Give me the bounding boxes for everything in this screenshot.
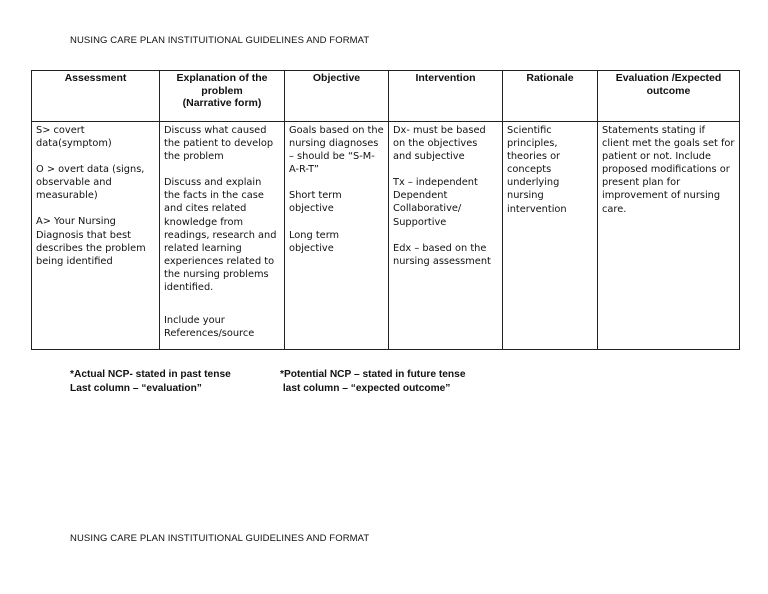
objective-short-term: Short term objective [289,190,342,215]
cell-intervention [389,122,503,350]
header-explanation-label: Explanation of the problem (Narrative form) [176,72,268,109]
care-plan-table [31,70,740,350]
header-explanation [160,71,285,122]
cell-rationale [503,122,598,350]
actual-ncp-line-2: Last column – “evaluation” [70,382,202,394]
cell-explanation [160,122,285,350]
actual-ncp-note [70,368,231,395]
potential-ncp-line-1: *Potential NCP – stated in future tense [280,369,466,380]
potential-ncp-line-2: last column – “expected outcome” [280,382,451,394]
header-intervention: Intervention [389,71,503,122]
explanation-references: Include your References/source [164,315,255,340]
header-evaluation: Evaluation /Expected outcome [598,71,740,122]
actual-ncp-line-1: *Actual NCP- stated in past tense [70,369,231,380]
footer-title: NUSING CARE PLAN INSTITUITIONAL GUIDELINES AND FORMAT [70,533,370,544]
header-rationale: Rationale [503,71,598,122]
intervention-dx: Dx- must be based on the objectives and subjective [393,125,486,163]
cell-objective [285,122,389,350]
potential-ncp-note [280,368,466,395]
header-assessment: Assessment [32,71,160,122]
assessment-diagnosis: A> Your Nursing Diagnosis that best describes the problem being identified [36,216,146,267]
header-objective: Objective [285,71,389,122]
evaluation-text: Statements stating if client met the goals set for patient or not. Include proposed modifications or present plan for improvement of nursing care. [602,125,735,215]
objective-goals: Goals based on the nursing diagnoses – should be “S-M-A-R-T” [289,125,384,176]
cell-assessment [32,122,160,350]
table-row [32,122,740,350]
cell-evaluation [598,122,740,350]
intervention-tx: Tx – independent Dependent Collaborative/ Supportive [393,177,478,228]
table-header-row [32,71,740,122]
page-title: NUSING CARE PLAN INSTITUITIONAL GUIDELINES AND FORMAT [70,35,370,46]
objective-long-term: Long term objective [289,229,340,254]
intervention-edx: Edx – based on the nursing assessment [393,242,491,267]
rationale-text: Scientific principles, theories or concepts underlying nursing intervention [507,125,567,215]
explanation-cause: Discuss what caused the patient to develop the problem [164,125,274,163]
assessment-objective: O > overt data (signs, observable and measurable) [36,164,145,202]
assessment-subjective: S> covert data(symptom) [36,125,112,150]
explanation-facts: Discuss and explain the facts in the case and cites related knowledge from readings, research and related learning experiences related to the nursing problems identified. [164,177,277,294]
